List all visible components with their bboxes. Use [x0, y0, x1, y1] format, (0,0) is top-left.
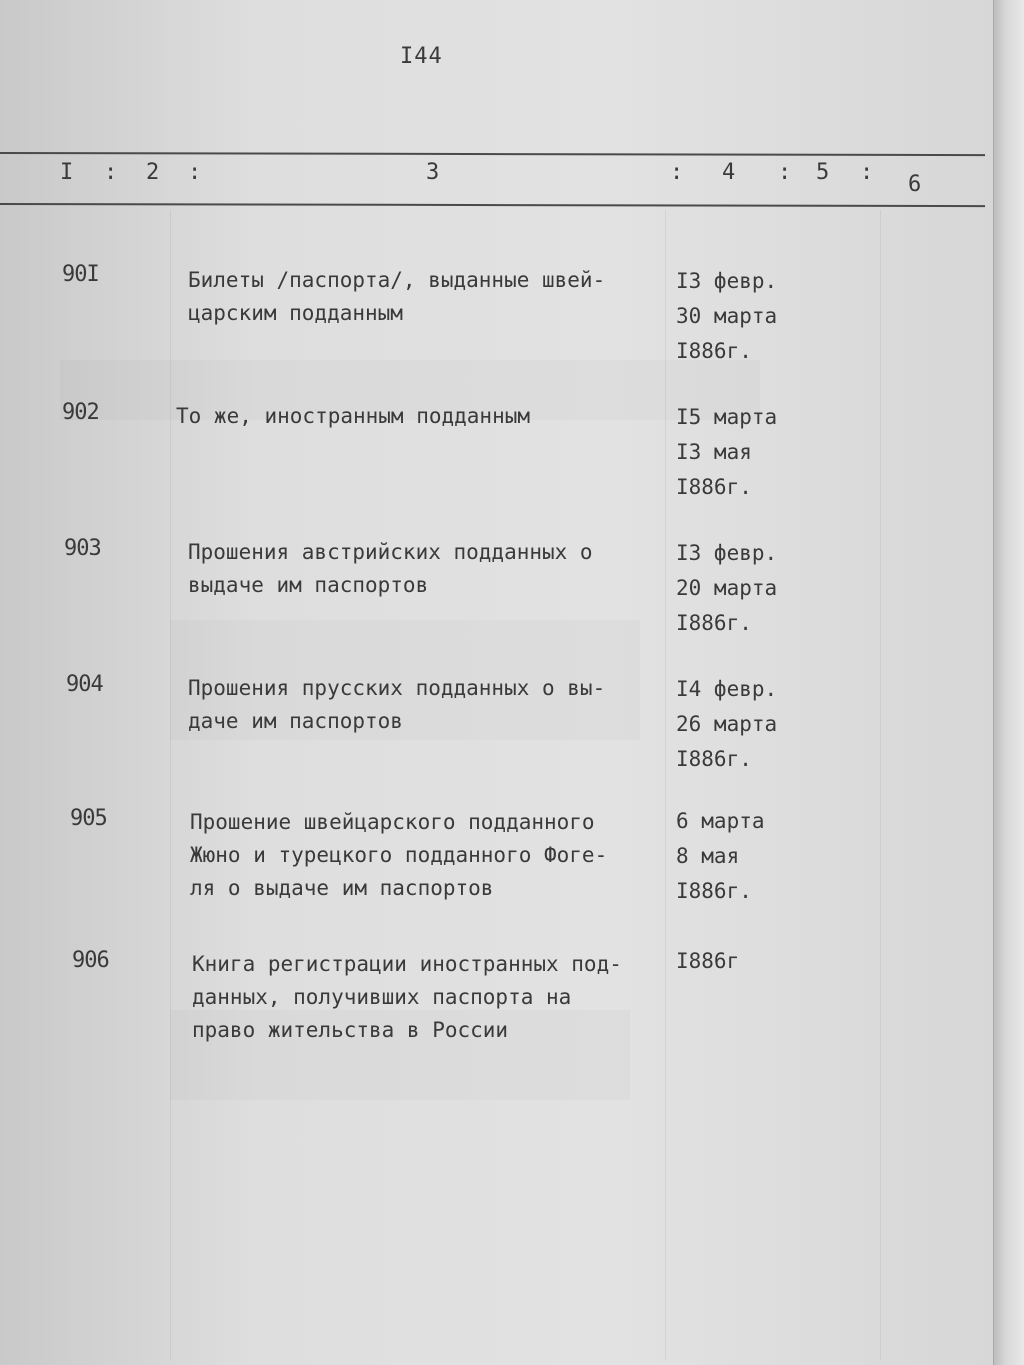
column-separator: :: [860, 160, 874, 185]
row-number: 905: [70, 806, 107, 831]
row-dates: I3 февр. 30 марта I886г.: [676, 269, 778, 363]
column-guide: [665, 210, 666, 1360]
column-header-5: 5: [816, 160, 830, 185]
row-dates: 6 марта 8 мая I886г.: [676, 809, 765, 903]
column-header-3: 3: [426, 160, 440, 185]
column-separator: :: [778, 160, 792, 185]
row-number: 903: [64, 536, 101, 561]
row-dates: I4 февр. 26 марта I886г.: [676, 677, 778, 771]
column-guide: [880, 210, 881, 1360]
column-header-1: I: [60, 160, 74, 185]
row-title: Прошения австрийских подданных о выдаче им паспортов: [188, 540, 593, 597]
column-header-2: 2: [146, 160, 160, 185]
table-header-bottom-rule: [0, 203, 985, 207]
column-header-6: 6: [908, 172, 922, 197]
row-title: То же, иностранным подданным: [176, 404, 531, 428]
column-guide: [170, 210, 171, 1360]
table-header-top-rule: [0, 152, 985, 156]
column-separator: :: [104, 160, 118, 185]
row-title: Билеты /паспорта/, выданные швей- царским подданным: [188, 268, 606, 325]
row-title: Книга регистрации иностранных под- данных, получивших паспорта на право жительства в России: [192, 952, 622, 1042]
row-dates: I5 марта I3 мая I886г.: [676, 405, 778, 499]
column-separator: :: [670, 160, 684, 185]
column-separator: :: [188, 160, 202, 185]
page-number: I44: [400, 44, 443, 69]
page-edge: [993, 0, 1024, 1365]
column-header-4: 4: [722, 160, 736, 185]
row-number: 902: [62, 400, 99, 425]
row-number: 904: [66, 672, 103, 697]
row-number: 90I: [62, 262, 99, 287]
row-title: Прошения прусских подданных о вы- даче им паспортов: [188, 676, 606, 733]
row-number: 906: [72, 948, 109, 973]
row-dates: I3 февр. 20 марта I886г.: [676, 541, 778, 635]
row-title: Прошение швейцарского подданного Жюно и турецкого подданного Фоге- ля о выдаче им паспортов: [190, 810, 608, 900]
row-dates: I886г: [676, 949, 740, 973]
